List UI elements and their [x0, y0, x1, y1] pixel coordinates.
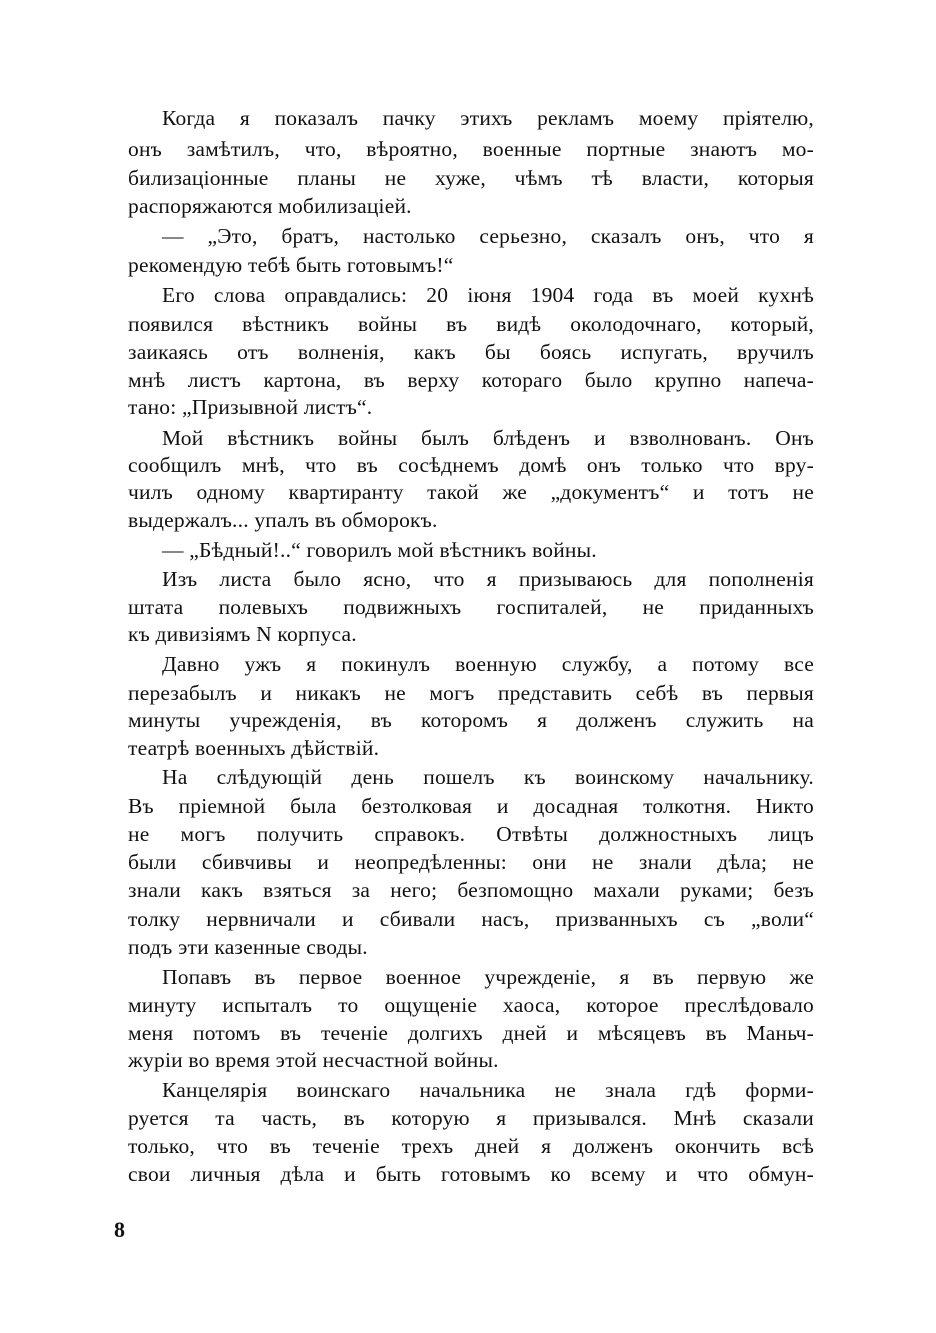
text-line: На слѣдующiй день пошелъ къ воинскому начальнику.: [162, 765, 814, 789]
text-line: — „Это, братъ, настолько серьезно, сказалъ онъ, что я: [162, 224, 814, 248]
text-line: — „Бѣдный!..“ говорилъ мой вѣстникъ войны.: [162, 538, 597, 562]
text-line: были сбивчивы и неопредѣленны: они не знали дѣла; не: [128, 850, 814, 874]
text-line: мнѣ листъ картона, въ верху котораго было крупно напеча-: [128, 368, 814, 392]
text-line: только, что въ теченiе трехъ дней я долженъ окончить всѣ: [128, 1134, 814, 1158]
text-line: появился вѣстникъ войны въ видѣ околодочнаго, который,: [128, 312, 814, 336]
text-line: Давно ужъ я покинулъ военную службу, а потому все: [162, 652, 814, 676]
text-line: руется та часть, въ которую я призывался. Мнѣ сказали: [128, 1106, 814, 1130]
text-line: толку нервничали и сбивали насъ, призванныхъ съ „воли“: [128, 907, 814, 931]
text-line: Изъ листа было ясно, что я призываюсь для пополненiя: [162, 567, 814, 591]
text-line: Его слова оправдались: 20 iюня 1904 года въ моей кухнѣ: [162, 283, 814, 307]
text-line: выдержалъ... упалъ въ обморокъ.: [128, 508, 438, 532]
text-line: перезабылъ и никакъ не могъ представить себѣ въ первыя: [128, 681, 814, 705]
text-line: свои личныя дѣла и быть готовымъ ко всему и что обмун-: [128, 1162, 814, 1186]
text-line: чилъ одному квартиранту такой же „документъ“ и тотъ не: [128, 480, 814, 504]
text-line: онъ замѣтилъ, что, вѣроятно, военные портные знаютъ мо-: [128, 137, 814, 161]
text-line: знали какъ взяться за него; безпомощно махали руками; безъ: [128, 878, 814, 902]
text-line: къ дивизiямъ N корпуса.: [128, 622, 357, 646]
text-line: не могъ получить справокъ. Отвѣты должностныхъ лицъ: [128, 822, 814, 846]
text-line: Мой вѣстникъ войны былъ блѣденъ и взволнованъ. Онъ: [162, 426, 814, 450]
text-line: штата полевыхъ подвижныхъ госпиталей, не приданныхъ: [128, 595, 814, 619]
text-line: Канцелярiя воинскаго начальника не знала гдѣ форми-: [162, 1078, 814, 1102]
text-line: заикаясь отъ волненiя, какъ бы боясь испугать, вручилъ: [128, 340, 814, 364]
text-line: минуту испыталъ то ощущенiе хаоса, которое преслѣдовало: [128, 993, 814, 1017]
text-line: тано: „Призывной листъ“.: [128, 395, 373, 419]
text-line: распоряжаются мобилизацiей.: [128, 194, 412, 218]
text-line: журiи во время этой несчастной войны.: [128, 1048, 499, 1072]
text-line: рекомендую тебѣ быть готовымъ!“: [128, 253, 454, 277]
text-line: сообщилъ мнѣ, что въ сосѣднемъ домѣ онъ только что вру-: [128, 453, 814, 477]
text-line: Въ прiемной была безтолковая и досадная толкотня. Никто: [128, 794, 814, 818]
page-number: 8: [114, 1217, 125, 1242]
text-line: билизацiонные планы не хуже, чѣмъ тѣ власти, которыя: [128, 166, 814, 190]
text-line: подъ эти казенные своды.: [128, 935, 368, 959]
text-line: Когда я показалъ пачку этихъ рекламъ моему прiятелю,: [162, 106, 814, 130]
text-line: Попавъ въ первое военное учрежденiе, я въ первую же: [162, 965, 814, 989]
text-line: меня потомъ въ теченiе долгихъ дней и мѣсяцевъ въ Маньч-: [128, 1021, 814, 1045]
text-line: минуты учрежденiя, въ которомъ я долженъ служить на: [128, 708, 814, 732]
text-line: театрѣ военныхъ дѣйствiй.: [128, 736, 380, 760]
